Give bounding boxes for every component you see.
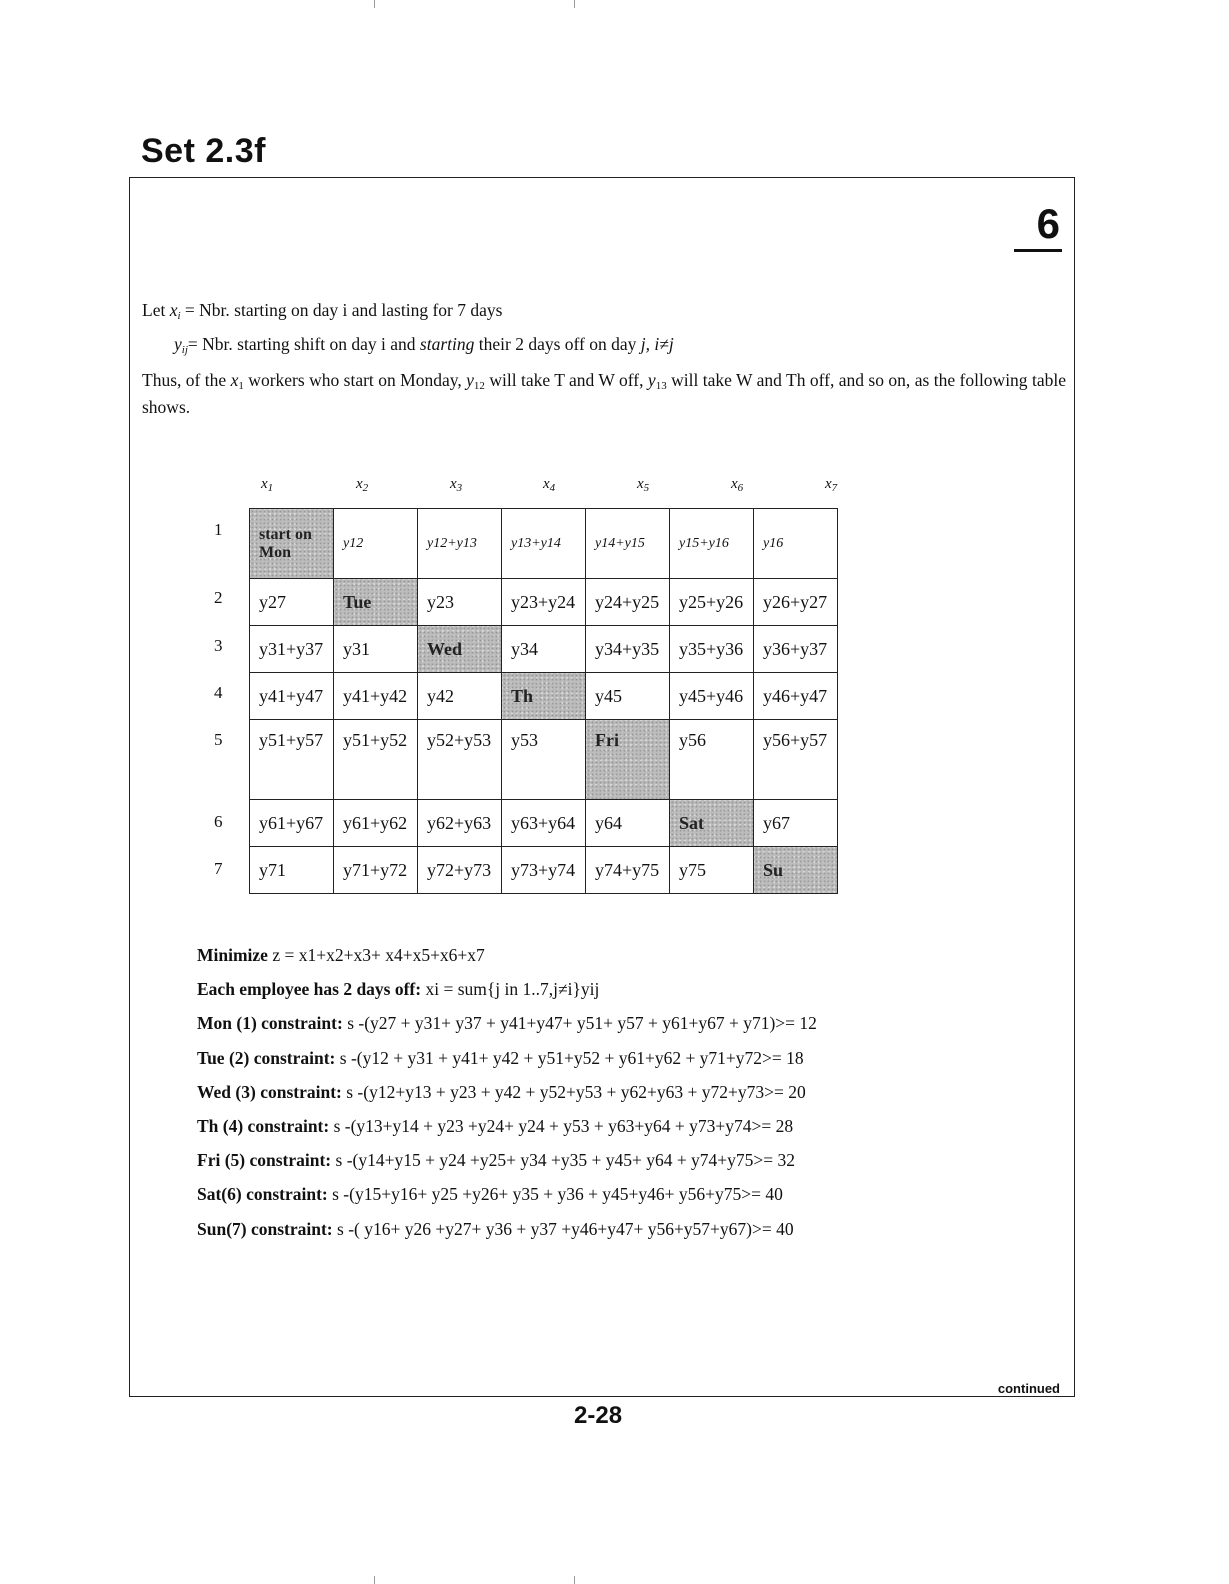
table-row [250,673,838,720]
x-def-text: = Nbr. starting on day i and lasting for 7 days [180,300,503,320]
constraint-label: Mon (1) constraint: [197,1013,343,1034]
constraint-expr: s -(y12 + y31 + y41+ y42 + y51+y52 + y61+y62 + y71+y72>= 18 [335,1047,804,1068]
lp-model [197,938,817,1246]
table-cell: y51+y52 [334,720,418,800]
table-cell: y42 [418,673,502,720]
table-cell: y12+y13 [418,509,502,579]
table-cell: y36+y37 [754,626,838,673]
table-cell: y45 [586,673,670,720]
thus-text-d: will take W and Th off, and so on, as the following table shows. [142,370,1066,417]
table-cell: y27 [250,579,334,626]
row-header-5: 5 [214,730,223,749]
row-header-3: 3 [214,636,223,655]
thus-y12: y [466,370,474,390]
col-header-x1: $x_1$ [261,476,274,494]
thus-text-c: will take T and W off, [484,370,648,390]
days-off-expr: xi = sum{j in 1..7,j≠i}yij [421,979,600,1000]
constraint-expr: s -(y27 + y31+ y37 + y41+y47+ y51+ y57 + y61+y67 + y71)>= 12 [342,1013,817,1034]
table-cell: y31 [334,626,418,673]
table-cell-diagonal: start on Mon [250,509,334,579]
table-row [250,579,838,626]
table-cell-diagonal: Su [754,847,838,894]
y-var: y [174,334,182,354]
table-cell: y34 [502,626,586,673]
objective-label: Minimize [197,945,268,965]
table-cell: y46+y47 [754,673,838,720]
table-cell: y61+y62 [334,800,418,847]
col-header-x4: $x_4$ [543,476,556,494]
table-cell: y15+y16 [670,509,754,579]
constraint-expr: s -(y13+y14 + y23 +y24+ y24 + y53 + y63+y64 + y73+y74>= 28 [329,1116,794,1137]
objective-expr: z = x1+x2+x3+ x4+x5+x6+x7 [267,945,485,965]
table-cell: y62+y63 [418,800,502,847]
constraint-expr: s -(y14+y15 + y24 +y25+ y34 +y35 + y45+ y64 + y74+y75>= 32 [331,1150,796,1171]
constraint-line [197,1143,817,1177]
table-cell: y25+y26 [670,579,754,626]
constraint-label: Sat(6) constraint: [197,1184,328,1205]
table-cell: y16 [754,509,838,579]
table-cell: y74+y75 [586,847,670,894]
col-header-x3: $x_3$ [450,476,463,494]
table-cell-diagonal: Wed [418,626,502,673]
constraint-expr: s -( y16+ y26 +y27+ y36 + y37 +y46+y47+ y56+y57+y67)>= 40 [332,1218,794,1239]
thus-text-a: Thus, of the [142,370,231,390]
table-cell-diagonal: Sat [670,800,754,847]
table-cell: y75 [670,847,754,894]
table-row [250,720,838,800]
constraint-line [197,1109,817,1143]
problem-box [129,177,1075,1397]
table-row [250,509,838,579]
constraint-line [197,1041,817,1075]
x-var: x [169,300,178,320]
col-header-x6: $x_6$ [731,476,744,494]
table-row [250,626,838,673]
table-cell-diagonal: Th [502,673,586,720]
constraint-expr: s -(y12+y13 + y23 + y42 + y52+y53 + y62+y63 + y72+y73>= 20 [341,1081,806,1102]
continued-label: continued [997,1381,1060,1396]
scan-mark [374,1576,375,1584]
constraint-line [197,1075,817,1109]
row-header-2: 2 [214,588,223,607]
table-cell: y71 [250,847,334,894]
schedule-table [249,508,838,894]
table-cell: y61+y67 [250,800,334,847]
table-cell: y34+y35 [586,626,670,673]
problem-number-underline [1014,249,1062,252]
table-row [250,800,838,847]
constraint-label: Sun(7) constraint: [197,1218,333,1239]
table-cell: y35+y36 [670,626,754,673]
y-def-text-b: their 2 days off on day [474,334,641,354]
section-title: Set 2.3f [141,132,266,170]
table-cell-diagonal: Tue [334,579,418,626]
y-def-starting: starting [419,334,475,354]
objective-line [197,938,817,972]
table-cell: y51+y57 [250,720,334,800]
row-header-4: 4 [214,683,223,702]
table-cell: y72+y73 [418,847,502,894]
constraint-label: Fri (5) constraint: [197,1150,332,1171]
scan-mark [374,0,375,8]
table-cell: y24+y25 [586,579,670,626]
y-definition [174,334,674,361]
table-cell: y41+y47 [250,673,334,720]
constraint-label: Wed (3) constraint: [197,1081,342,1102]
thus-x1-sub: 1 [238,380,244,392]
y-def-text-a: = Nbr. starting shift on day i and [187,334,420,354]
scan-mark [574,0,575,8]
table-cell: y23 [418,579,502,626]
x-definition [142,300,502,327]
col-header-x5: $x_5$ [637,476,650,494]
table-cell: y67 [754,800,838,847]
col-header-x2: $x_2$ [356,476,369,494]
page-number: 2-28 [574,1402,623,1429]
scan-mark [574,1576,575,1584]
constraint-label: Th (4) constraint: [197,1116,330,1137]
table-cell: y71+y72 [334,847,418,894]
explanation-paragraph [142,370,1066,418]
thus-y12-sub: 12 [473,380,485,392]
constraint-line [197,1212,817,1246]
row-header-1: 1 [214,520,223,539]
table-row [250,847,838,894]
thus-y13: y [647,370,656,390]
constraint-expr: s -(y15+y16+ y25 +y26+ y35 + y36 + y45+y46+ y56+y75>= 40 [327,1184,783,1205]
constraint-label: Tue (2) constraint: [197,1047,336,1068]
thus-text-b: workers who start on Monday, [243,370,467,390]
table-cell: y45+y46 [670,673,754,720]
col-header-x7: $x_7$ [825,476,838,494]
row-header-6: 6 [214,812,223,831]
table-cell: y73+y74 [502,847,586,894]
row-header-7: 7 [214,859,223,878]
table-cell: y12 [334,509,418,579]
table-cell: y31+y37 [250,626,334,673]
table-cell: y23+y24 [502,579,586,626]
days-off-line [197,972,817,1006]
table-cell: y52+y53 [418,720,502,800]
thus-x1: x [230,370,239,390]
thus-y13-sub: 13 [655,380,667,392]
days-off-label: Each employee has 2 days off: [197,979,422,1000]
constraint-line [197,1177,817,1211]
table-cell: y41+y42 [334,673,418,720]
x-sub: i [177,310,181,322]
problem-number: 6 [1036,200,1060,247]
constraint-line [197,1006,817,1040]
table-cell: y13+y14 [502,509,586,579]
table-cell: y56+y57 [754,720,838,800]
let-prefix: Let [142,300,170,320]
table-cell: y64 [586,800,670,847]
table-cell: y63+y64 [502,800,586,847]
table-cell: y14+y15 [586,509,670,579]
table-cell: y53 [502,720,586,800]
y-sub: ij [181,344,188,356]
table-cell: y56 [670,720,754,800]
table-cell-diagonal: Fri [586,720,670,800]
table-cell: y26+y27 [754,579,838,626]
y-def-j: j, i≠j [640,334,674,354]
